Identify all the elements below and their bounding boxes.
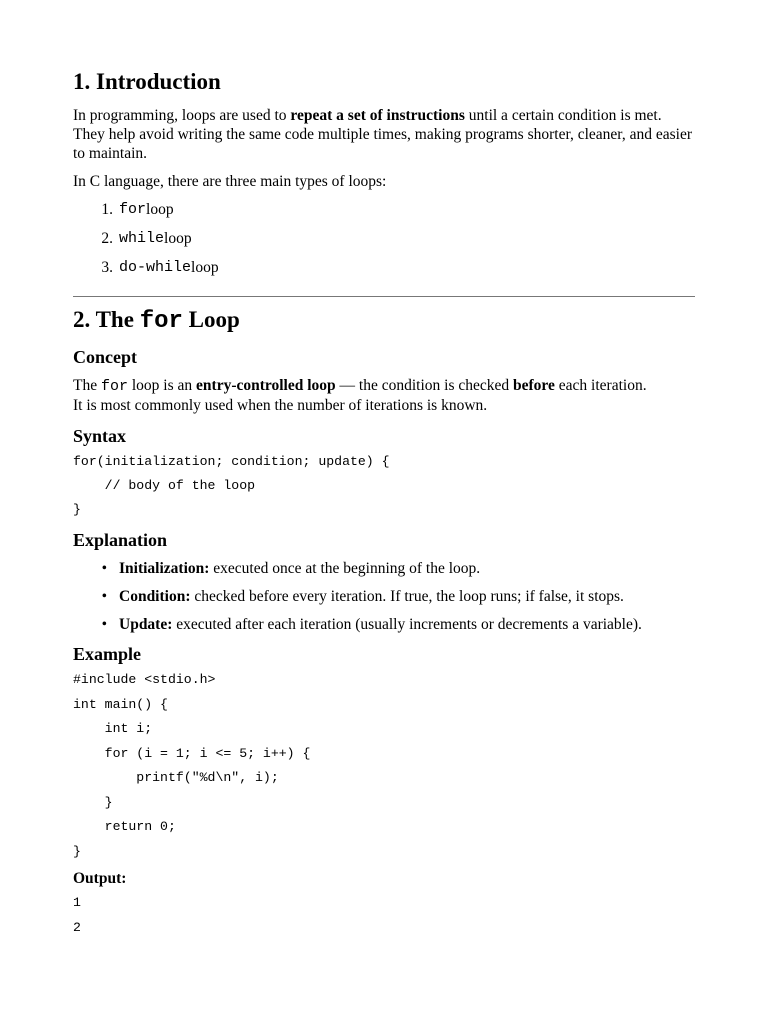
output-label: Output: [73,870,127,887]
list-number: 1. [101,201,113,218]
term: Condition: [119,588,191,605]
concept-text: loop is an [128,377,197,394]
list-number: 2. [101,230,113,247]
list-item [73,200,219,219]
code-line: printf("%d\n", i); [73,770,279,785]
list-item [73,559,713,578]
loop-types-list [73,200,219,277]
for-loop-heading [73,306,240,336]
syntax-code-block [73,454,390,518]
concept-text: It is most commonly used when the number of iterations is known. [73,397,488,414]
list-item [73,587,713,606]
term-description: executed after each iteration (usually increments or decrements a variable). [172,616,642,633]
section-divider [73,296,695,297]
output-block [73,895,81,936]
output-line: 2 [73,919,81,935]
heading-keyword: for [139,308,183,335]
bullet-icon: • [101,616,107,633]
concept-heading: Concept [73,347,137,367]
concept-text: — the condition is checked [335,377,514,394]
loop-keyword: for [119,201,147,218]
loop-keyword: while [119,230,165,247]
concept-text: each iteration. [554,377,647,394]
example-heading: Example [73,644,142,664]
intro-heading: 1. Introduction [73,69,221,94]
explanation-heading: Explanation [73,530,168,550]
intro-bold: repeat a set of instructions [290,107,465,124]
output-line: 1 [73,895,81,910]
concept-bold: before [513,377,555,394]
loop-keyword: do-while [119,259,192,276]
code-line: int main() { [73,696,168,712]
intro-text: to maintain. [73,145,148,162]
term-description: executed once at the beginning of the loop. [209,560,481,577]
code-line: } [73,502,81,517]
intro-text: They help avoid writing the same code multiple times, making programs shorter, cleaner, and easier [73,126,692,143]
code-line: return 0; [73,819,176,834]
code-line: #include <stdio.h> [73,672,216,687]
list-text: loop [191,259,219,276]
code-line: for(initialization; condition; update) { [73,454,390,469]
bullet-icon: • [101,588,107,605]
concept-text: The [73,377,101,394]
loop-types-intro: In C language, there are three main types of loops: [73,173,387,190]
code-line: } [73,843,81,859]
list-text: loop [146,201,174,218]
bullet-icon: • [101,560,107,577]
term: Initialization: [119,560,210,577]
syntax-heading: Syntax [73,426,127,446]
code-line: } [73,794,113,810]
list-number: 3. [101,259,113,276]
heading-text: 2. The [73,307,140,332]
code-line: int i; [73,721,153,736]
list-item [73,615,713,634]
concept-bold: entry-controlled loop [196,377,336,394]
concept-paragraph [73,376,703,415]
intro-paragraph [73,106,703,163]
term: Update: [119,616,173,633]
explanation-list [73,559,713,634]
example-code-block [73,672,310,860]
concept-keyword: for [100,378,128,395]
intro-text: until a certain condition is met. [464,107,662,124]
code-line: // body of the loop [73,478,256,493]
code-line: for (i = 1; i <= 5; i++) { [73,745,311,761]
heading-text: Loop [182,307,240,332]
intro-text: In programming, loops are used to [73,107,291,124]
list-item [73,229,219,248]
list-text: loop [164,230,192,247]
list-item [73,258,219,277]
term-description: checked before every iteration. If true, the loop runs; if false, it stops. [190,588,624,605]
